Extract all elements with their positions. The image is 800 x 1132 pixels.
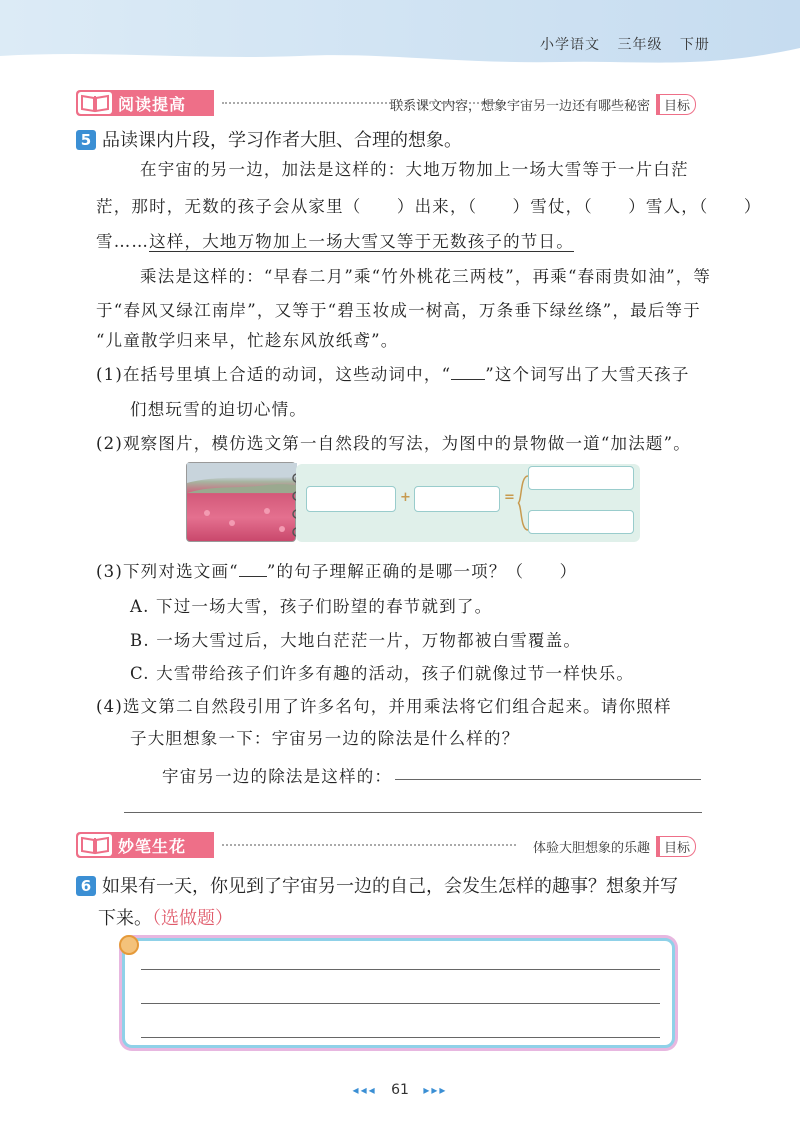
equation-panel <box>296 464 640 542</box>
sub-question-4: (4)选文第二自然段引用了许多名句，并用乘法将它们组合起来。请你照样 <box>96 697 672 716</box>
sub-question-text: 们想玩雪的迫切心情。 <box>130 400 307 419</box>
option-a[interactable]: A. 下过一场大雪，孩子们盼望的春节就到了。 <box>130 597 493 616</box>
sub-question-2: (2)观察图片，模仿选文第一自然段的写法，为图中的景物做一道“加法题”。 <box>96 434 691 453</box>
goal-badge: 目标 <box>656 836 696 857</box>
passage-line <box>96 223 574 260</box>
passage-line: 于“春风又绿江南岸”，又等于“碧玉妆成一树高，万条垂下绿丝绦”，最后等于 <box>96 301 701 320</box>
book-info <box>540 34 722 54</box>
pin-icon <box>119 935 139 955</box>
sub-question-text: ”这个词写出了大雪天孩子 <box>485 365 690 384</box>
sub-question-text: 子大胆想象一下：宇宙另一边的除法是什么样的？ <box>130 729 520 748</box>
goal-badge: 目标 <box>656 94 696 115</box>
sub-question-text: ”的句子理解正确的是哪一项？（ ） <box>266 562 578 581</box>
passage-line: 茫，那时，无数的孩子会从家里（ ）出来，（ ）雪仗，（ ）雪人，（ ） <box>96 197 762 216</box>
underline-marker <box>239 563 267 577</box>
addition-figure <box>186 462 640 552</box>
sub-question-1 <box>96 356 690 393</box>
plus-sign: + <box>400 490 411 505</box>
result-box-2[interactable] <box>528 510 634 534</box>
subject-label: 小学语文 <box>540 37 600 53</box>
question-number: 5 <box>76 130 96 150</box>
section-goal: 体验大胆想象的乐趣 <box>532 841 650 856</box>
equals-sign: = <box>504 490 515 505</box>
passage-line: 乘法是这样的：“早春二月”乘“竹外桃花三两枝”，再乘“春雨贵如油”，等 <box>140 267 712 286</box>
option-c[interactable]: C. 大雪带给孩子们许多有趣的活动，孩子们就像过节一样快乐。 <box>130 664 635 683</box>
grade-label: 三年级 <box>617 37 663 53</box>
question-6-heading <box>76 872 678 898</box>
answer-prompt: 宇宙另一边的除法是这样的： <box>162 767 393 786</box>
left-arrows-icon: ◂◂◂ <box>352 1083 377 1097</box>
sub-question-text: (3)下列对选文画“ <box>96 562 239 581</box>
page-footer <box>0 1082 800 1098</box>
section-banner-writing <box>76 832 696 858</box>
section-title: 妙笔生花 <box>118 837 187 856</box>
dotted-divider <box>222 844 516 846</box>
passage-line: 在宇宙的另一边，加法是这样的：大地万物加上一场大雪等于一片白茫 <box>140 160 689 179</box>
passage-text: 雪…… <box>96 232 150 251</box>
book-icon <box>78 834 112 856</box>
volume-label: 下册 <box>679 37 710 53</box>
sub-question-text: (1)在括号里填上合适的动词，这些动词中，“ <box>96 365 452 384</box>
section-title: 阅读提高 <box>118 95 187 114</box>
underlined-sentence: 这样，大地万物加上一场大雪又等于无数孩子的节日。 <box>149 232 574 251</box>
answer-blank[interactable] <box>451 366 485 380</box>
section-tag <box>76 90 214 116</box>
right-arrows-icon: ▸▸▸ <box>423 1083 448 1097</box>
sub-question-3 <box>96 553 577 590</box>
flower-field-image <box>186 462 296 542</box>
result-box-1[interactable] <box>528 466 634 490</box>
section-goal: 联系课文内容，想象宇宙另一边还有哪些秘密 <box>389 99 650 114</box>
question-number: 6 <box>76 876 96 896</box>
passage-line: “儿童散学归来早，忙趁东风放纸鸢”。 <box>96 331 399 350</box>
book-icon <box>78 92 112 114</box>
question-title: 品读课内片段，学习作者大胆、合理的想象。 <box>102 130 462 151</box>
addend-box-1[interactable] <box>306 486 396 512</box>
section-banner-reading <box>76 90 696 116</box>
writing-line[interactable] <box>141 1003 660 1004</box>
question-6-heading-cont <box>98 904 233 930</box>
question-5-heading <box>76 126 462 152</box>
writing-area[interactable] <box>122 938 675 1048</box>
section-tag <box>76 832 214 858</box>
answer-line[interactable] <box>124 812 702 813</box>
optional-label: （选做题） <box>152 908 233 929</box>
option-b[interactable]: B. 一场大雪过后，大地白茫茫一片，万物都被白雪覆盖。 <box>130 631 582 650</box>
writing-line[interactable] <box>141 1037 660 1038</box>
answer-line[interactable] <box>395 779 701 780</box>
question-title: 下来。 <box>98 908 152 929</box>
page-number: 61 <box>391 1082 409 1098</box>
question-title: 如果有一天，你见到了宇宙另一边的自己，会发生怎样的趣事？想象并写 <box>102 876 678 897</box>
writing-line[interactable] <box>141 969 660 970</box>
addend-box-2[interactable] <box>414 486 500 512</box>
